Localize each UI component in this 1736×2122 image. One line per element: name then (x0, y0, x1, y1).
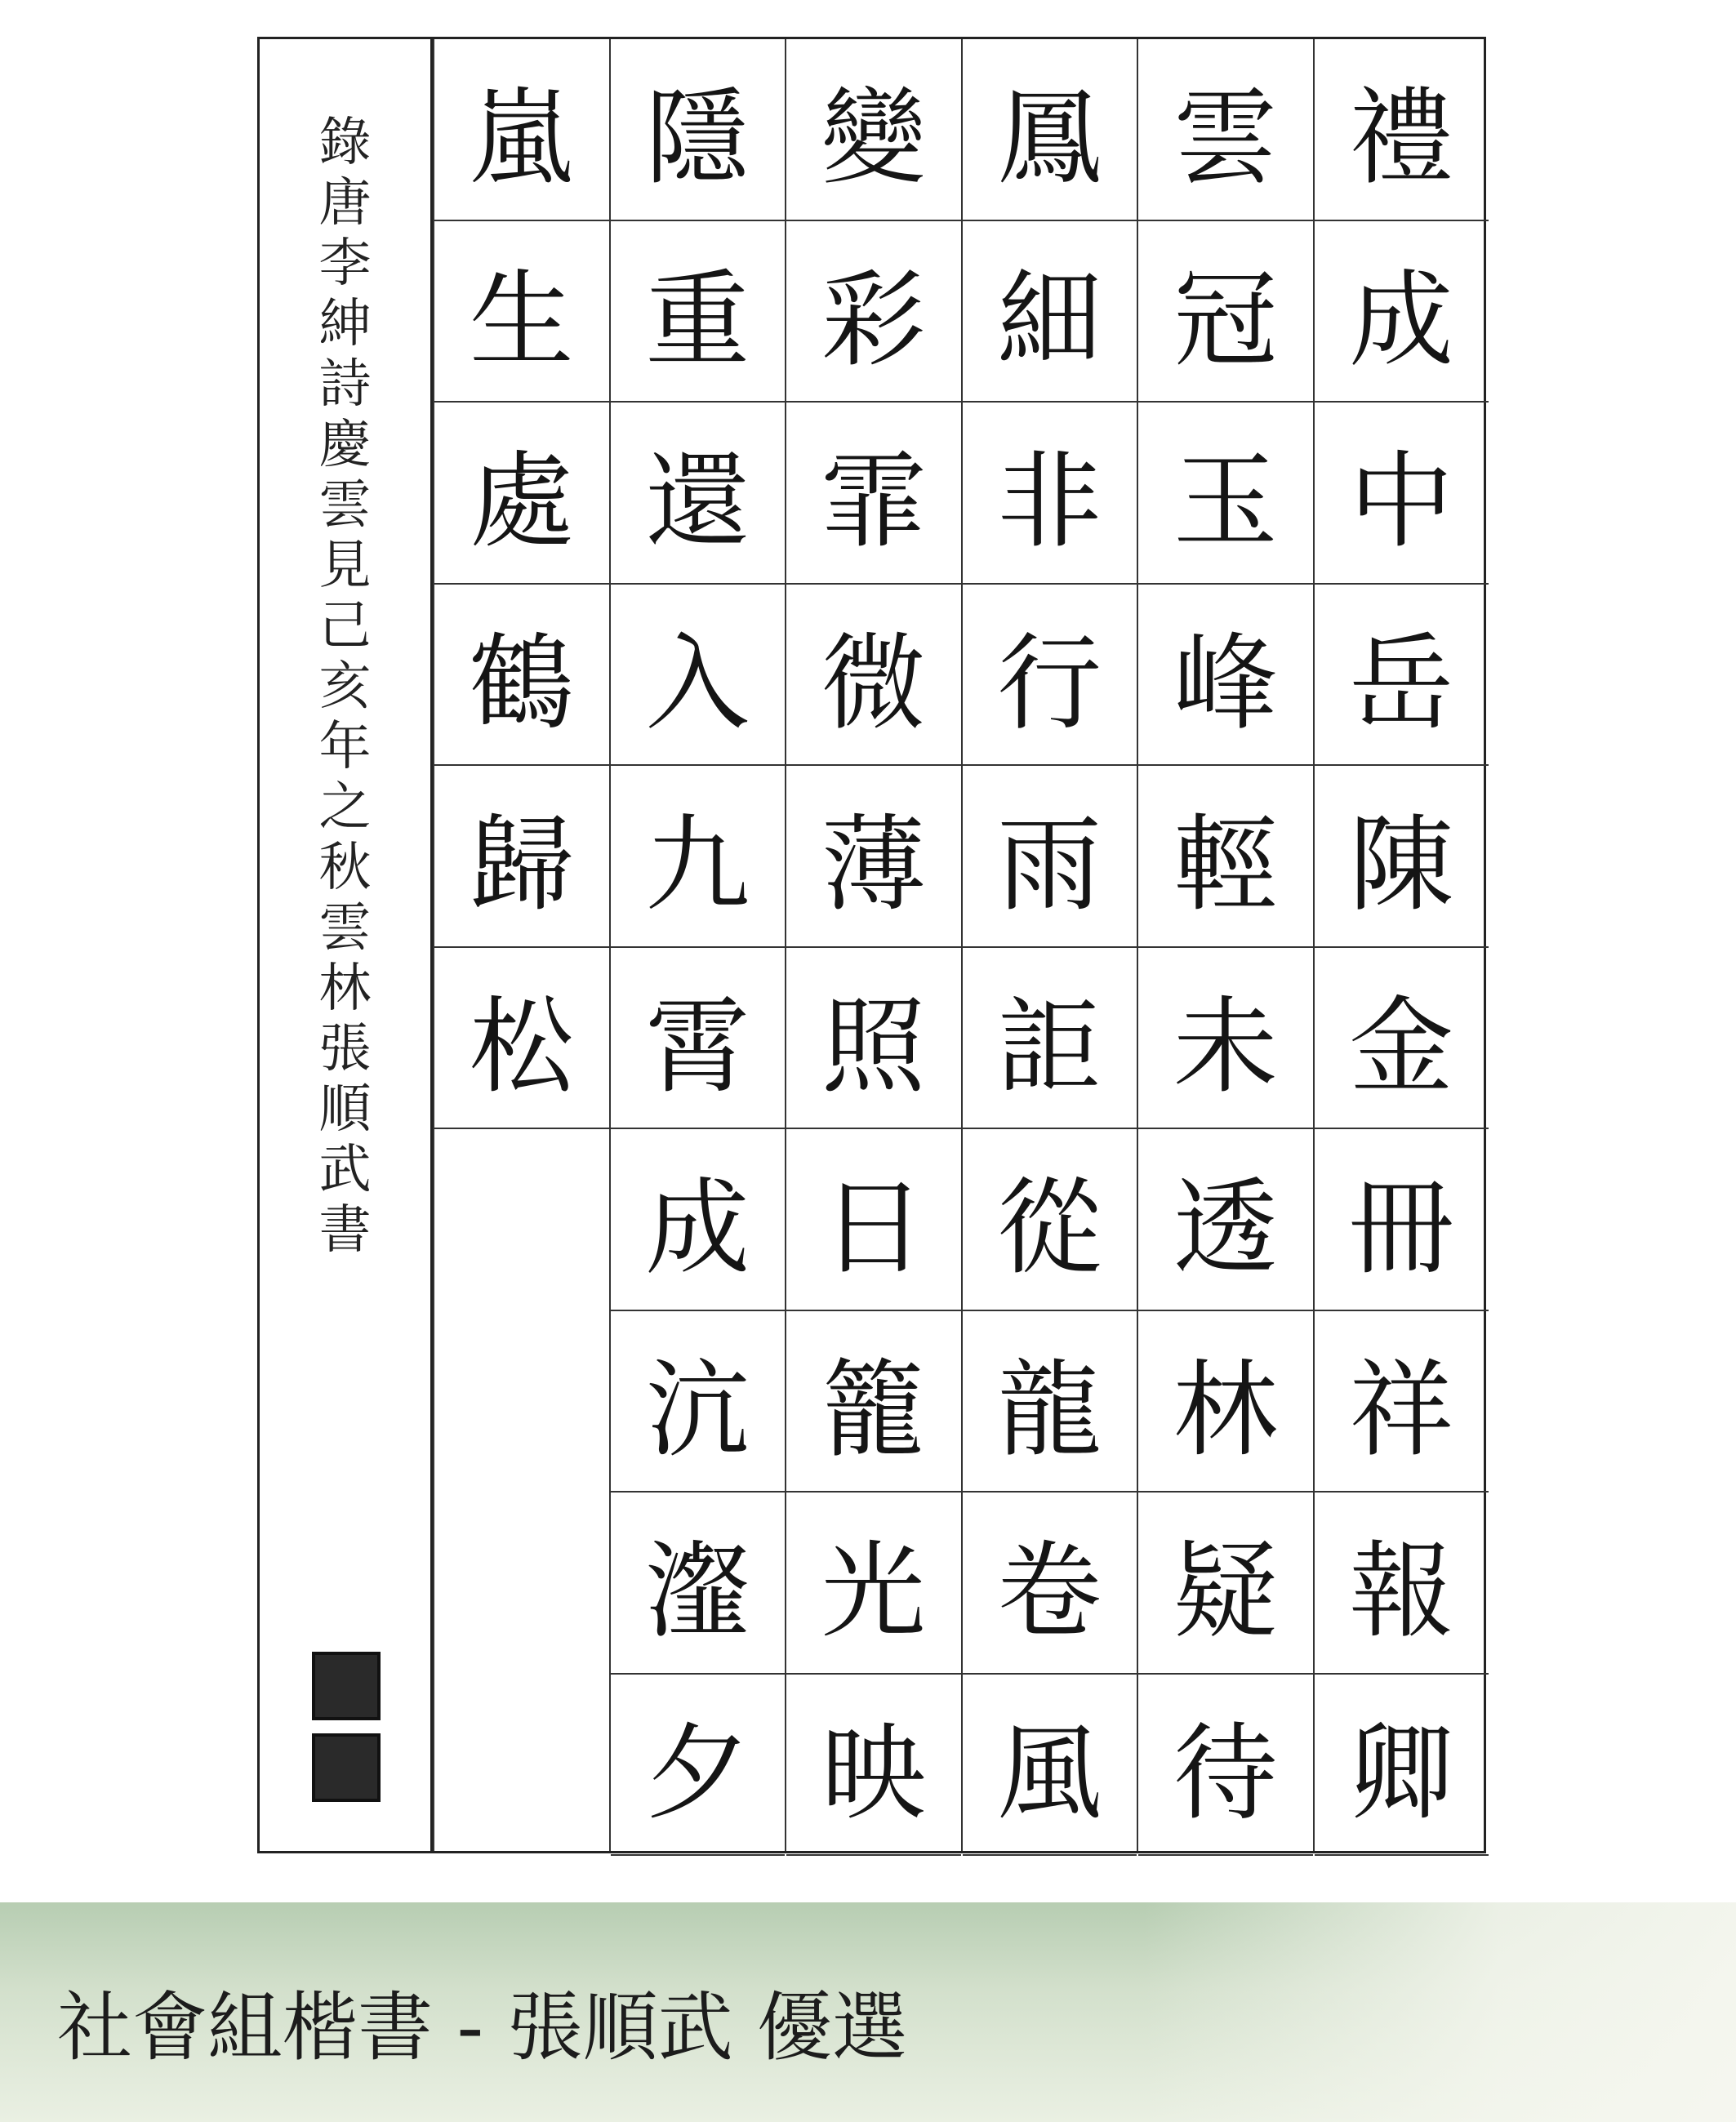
grid-column-3 (961, 39, 1137, 1851)
grid-cell-character: 祥 (1315, 1311, 1489, 1493)
seal-stamp-upper (312, 1652, 381, 1720)
grid-cell-character: 卿 (1315, 1675, 1489, 1857)
grid-cell-character: 未 (1138, 948, 1313, 1130)
grid-cell-character: 瀣 (611, 1493, 786, 1675)
grid-cell-character: 冠 (1138, 221, 1313, 403)
signature-character: 慶 (318, 415, 372, 475)
grid-cell-empty (434, 1311, 609, 1493)
signature-inscription (260, 113, 430, 1261)
grid-cell-character: 生 (434, 221, 609, 403)
signature-character: 之 (318, 777, 372, 838)
grid-column-5 (609, 39, 786, 1851)
grid-cell-character: 陳 (1315, 766, 1489, 948)
grid-cell-character: 雨 (963, 766, 1137, 948)
grid-cell-character: 岳 (1315, 585, 1489, 767)
signature-character: 武 (318, 1140, 372, 1200)
grid-cell-character: 隱 (611, 39, 786, 221)
grid-cell-character: 入 (611, 585, 786, 767)
grid-cell-character: 夕 (611, 1675, 786, 1857)
grid-cell-character: 日 (786, 1129, 961, 1311)
signature-character: 錄 (318, 113, 372, 173)
signature-character: 見 (318, 536, 372, 596)
grid-cell-empty (434, 1129, 609, 1311)
grid-cell-character: 金 (1315, 948, 1489, 1130)
grid-cell-character: 沆 (611, 1311, 786, 1493)
grid-cell-empty (434, 1493, 609, 1675)
grid-cell-character: 薄 (786, 766, 961, 948)
signature-character: 詩 (318, 354, 372, 415)
grid-cell-character: 從 (963, 1129, 1137, 1311)
signature-character: 年 (318, 717, 372, 777)
grid-column-2 (1137, 39, 1313, 1851)
grid-cell-character: 非 (963, 403, 1137, 585)
signature-character: 書 (318, 1200, 372, 1261)
signature-character: 唐 (318, 173, 372, 234)
grid-cell-character: 細 (963, 221, 1137, 403)
seal-stamp-lower (312, 1733, 381, 1802)
calligraphy-sheet (257, 37, 1486, 1853)
grid-column-4 (785, 39, 961, 1851)
grid-cell-character: 霏 (786, 403, 961, 585)
grid-cell-character: 禮 (1315, 39, 1489, 221)
signature-character: 己 (318, 596, 372, 656)
grid-cell-character: 玉 (1138, 403, 1313, 585)
grid-cell-character: 映 (786, 1675, 961, 1857)
signature-character: 紳 (318, 294, 372, 354)
grid-cell-character: 行 (963, 585, 1137, 767)
grid-cell-character: 卷 (963, 1493, 1137, 1675)
grid-cell-character: 林 (1138, 1311, 1313, 1493)
grid-cell-character: 龍 (963, 1311, 1137, 1493)
grid-cell-character: 松 (434, 948, 609, 1130)
signature-character: 亥 (318, 656, 372, 717)
grid-cell-character: 冊 (1315, 1129, 1489, 1311)
signature-character: 林 (318, 959, 372, 1019)
character-grid (433, 39, 1484, 1851)
grid-cell-character: 中 (1315, 403, 1489, 585)
grid-cell-character: 成 (1315, 221, 1489, 403)
grid-cell-character: 峰 (1138, 585, 1313, 767)
signature-character: 秋 (318, 838, 372, 898)
grid-cell-character: 歸 (434, 766, 609, 948)
signature-character: 李 (318, 234, 372, 294)
signature-character: 雲 (318, 898, 372, 959)
grid-cell-character: 微 (786, 585, 961, 767)
grid-cell-character: 鳳 (963, 39, 1137, 221)
grid-column-1 (1313, 39, 1489, 1851)
signature-character: 雲 (318, 475, 372, 536)
grid-cell-character: 鶴 (434, 585, 609, 767)
grid-cell-character: 光 (786, 1493, 961, 1675)
grid-cell-character: 詎 (963, 948, 1137, 1130)
grid-cell-character: 成 (611, 1129, 786, 1311)
grid-cell-character: 雲 (1138, 39, 1313, 221)
grid-cell-character: 九 (611, 766, 786, 948)
grid-cell-character: 報 (1315, 1493, 1489, 1675)
grid-cell-character: 照 (786, 948, 961, 1130)
grid-cell-empty (434, 1675, 609, 1857)
grid-cell-character: 彩 (786, 221, 961, 403)
signature-character: 順 (318, 1079, 372, 1140)
grid-cell-character: 變 (786, 39, 961, 221)
grid-cell-character: 處 (434, 403, 609, 585)
signature-column (260, 39, 433, 1851)
grid-cell-character: 輕 (1138, 766, 1313, 948)
grid-cell-character: 透 (1138, 1129, 1313, 1311)
grid-cell-character: 疑 (1138, 1493, 1313, 1675)
award-caption: 社會組楷書 - 張順武 優選 (57, 1984, 907, 2071)
grid-cell-character: 待 (1138, 1675, 1313, 1857)
signature-character: 張 (318, 1019, 372, 1079)
grid-cell-character: 還 (611, 403, 786, 585)
grid-cell-character: 籠 (786, 1311, 961, 1493)
grid-cell-character: 霄 (611, 948, 786, 1130)
grid-cell-character: 嵐 (434, 39, 609, 221)
grid-cell-character: 風 (963, 1675, 1137, 1857)
grid-column-6 (433, 39, 609, 1851)
grid-cell-character: 重 (611, 221, 786, 403)
